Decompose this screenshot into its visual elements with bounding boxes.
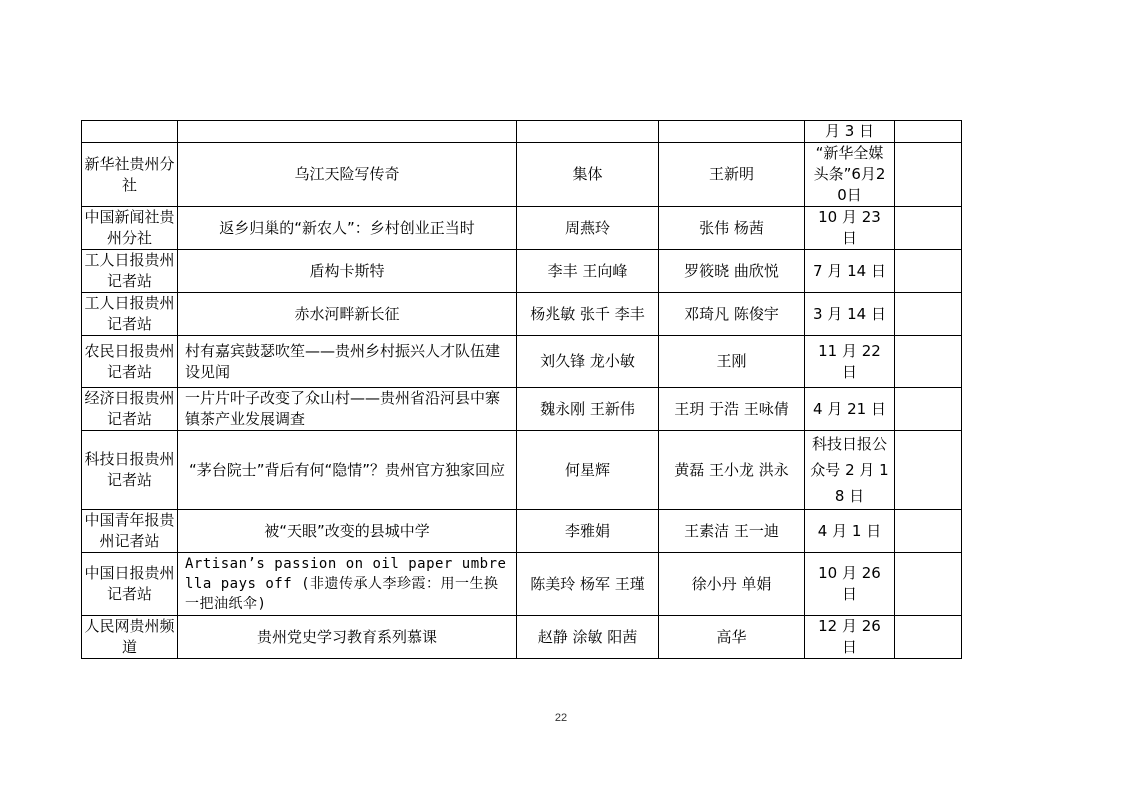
table-row (82, 293, 962, 336)
org-cell: 中国新闻社贵州分社 (82, 207, 178, 250)
note-cell (895, 336, 962, 388)
title-cell: 盾构卡斯特 (178, 250, 517, 293)
org-cell: 农民日报贵州记者站 (82, 336, 178, 388)
note-cell (895, 388, 962, 431)
editor-cell: 王玥 于浩 王咏倩 (659, 388, 805, 431)
author-cell: 刘久锋 龙小敏 (517, 336, 659, 388)
org-cell: 工人日报贵州记者站 (82, 250, 178, 293)
date-cell: 3 月 14 日 (805, 293, 895, 336)
title-cell: Artisan’s passion on oil paper umbrella pays off (非遗传承人李珍霞：用一生换一把油纸伞) (178, 553, 517, 616)
table-row (82, 143, 962, 207)
note-cell (895, 616, 962, 659)
note-cell (895, 250, 962, 293)
table-row (82, 207, 962, 250)
title-cell: 村有嘉宾鼓瑟吹笙——贵州乡村振兴人才队伍建设见闻 (178, 336, 517, 388)
table-row (82, 510, 962, 553)
editor-cell (659, 121, 805, 143)
date-cell: 4 月 1 日 (805, 510, 895, 553)
table-row (82, 121, 962, 143)
date-cell: 4 月 21 日 (805, 388, 895, 431)
title-cell: 赤水河畔新长征 (178, 293, 517, 336)
table-row (82, 553, 962, 616)
title-cell: 返乡归巢的“新农人”：乡村创业正当时 (178, 207, 517, 250)
date-cell: 10 月 23 日 (805, 207, 895, 250)
editor-cell: 张伟 杨茜 (659, 207, 805, 250)
note-cell (895, 121, 962, 143)
author-cell: 何星辉 (517, 431, 659, 510)
date-cell: “新华全媒头条”6月20日 (805, 143, 895, 207)
table-row (82, 336, 962, 388)
org-cell: 人民网贵州频道 (82, 616, 178, 659)
author-cell: 集体 (517, 143, 659, 207)
org-cell: 新华社贵州分社 (82, 143, 178, 207)
author-cell: 周燕玲 (517, 207, 659, 250)
author-cell: 魏永刚 王新伟 (517, 388, 659, 431)
title-cell: 被“天眼”改变的县城中学 (178, 510, 517, 553)
note-cell (895, 553, 962, 616)
note-cell (895, 207, 962, 250)
author-cell: 杨兆敏 张千 李丰 (517, 293, 659, 336)
author-cell: 李雅娟 (517, 510, 659, 553)
table-row (82, 250, 962, 293)
date-cell: 7 月 14 日 (805, 250, 895, 293)
table-row (82, 616, 962, 659)
table-row (82, 431, 962, 510)
note-cell (895, 510, 962, 553)
editor-cell: 王素洁 王一迪 (659, 510, 805, 553)
page-number: 22 (554, 712, 568, 724)
note-cell (895, 431, 962, 510)
title-cell: 贵州党史学习教育系列慕课 (178, 616, 517, 659)
date-cell: 10 月 26 日 (805, 553, 895, 616)
editor-cell: 罗筱晓 曲欣悦 (659, 250, 805, 293)
author-cell: 陈美玲 杨军 王瑾 (517, 553, 659, 616)
editor-cell: 王刚 (659, 336, 805, 388)
table-row (82, 388, 962, 431)
note-cell (895, 293, 962, 336)
author-cell: 李丰 王向峰 (517, 250, 659, 293)
org-cell (82, 121, 178, 143)
org-cell: 中国青年报贵州记者站 (82, 510, 178, 553)
editor-cell: 邓琦凡 陈俊宇 (659, 293, 805, 336)
editor-cell: 王新明 (659, 143, 805, 207)
date-cell: 科技日报公众号 2 月 18 日 (805, 431, 895, 510)
awards-table (81, 120, 962, 659)
org-cell: 工人日报贵州记者站 (82, 293, 178, 336)
editor-cell: 高华 (659, 616, 805, 659)
title-cell: 乌江天险写传奇 (178, 143, 517, 207)
org-cell: 科技日报贵州记者站 (82, 431, 178, 510)
org-cell: 经济日报贵州记者站 (82, 388, 178, 431)
editor-cell: 徐小丹 单娟 (659, 553, 805, 616)
note-cell (895, 143, 962, 207)
editor-cell: 黄磊 王小龙 洪永 (659, 431, 805, 510)
date-cell: 月 3 日 (805, 121, 895, 143)
author-cell (517, 121, 659, 143)
date-cell: 12 月 26 日 (805, 616, 895, 659)
author-cell: 赵静 涂敏 阳茜 (517, 616, 659, 659)
title-cell (178, 121, 517, 143)
org-cell: 中国日报贵州记者站 (82, 553, 178, 616)
date-cell: 11 月 22 日 (805, 336, 895, 388)
title-cell: 一片片叶子改变了众山村——贵州省沿河县中寨镇茶产业发展调查 (178, 388, 517, 431)
title-cell: “茅台院士”背后有何“隐情”？贵州官方独家回应 (178, 431, 517, 510)
